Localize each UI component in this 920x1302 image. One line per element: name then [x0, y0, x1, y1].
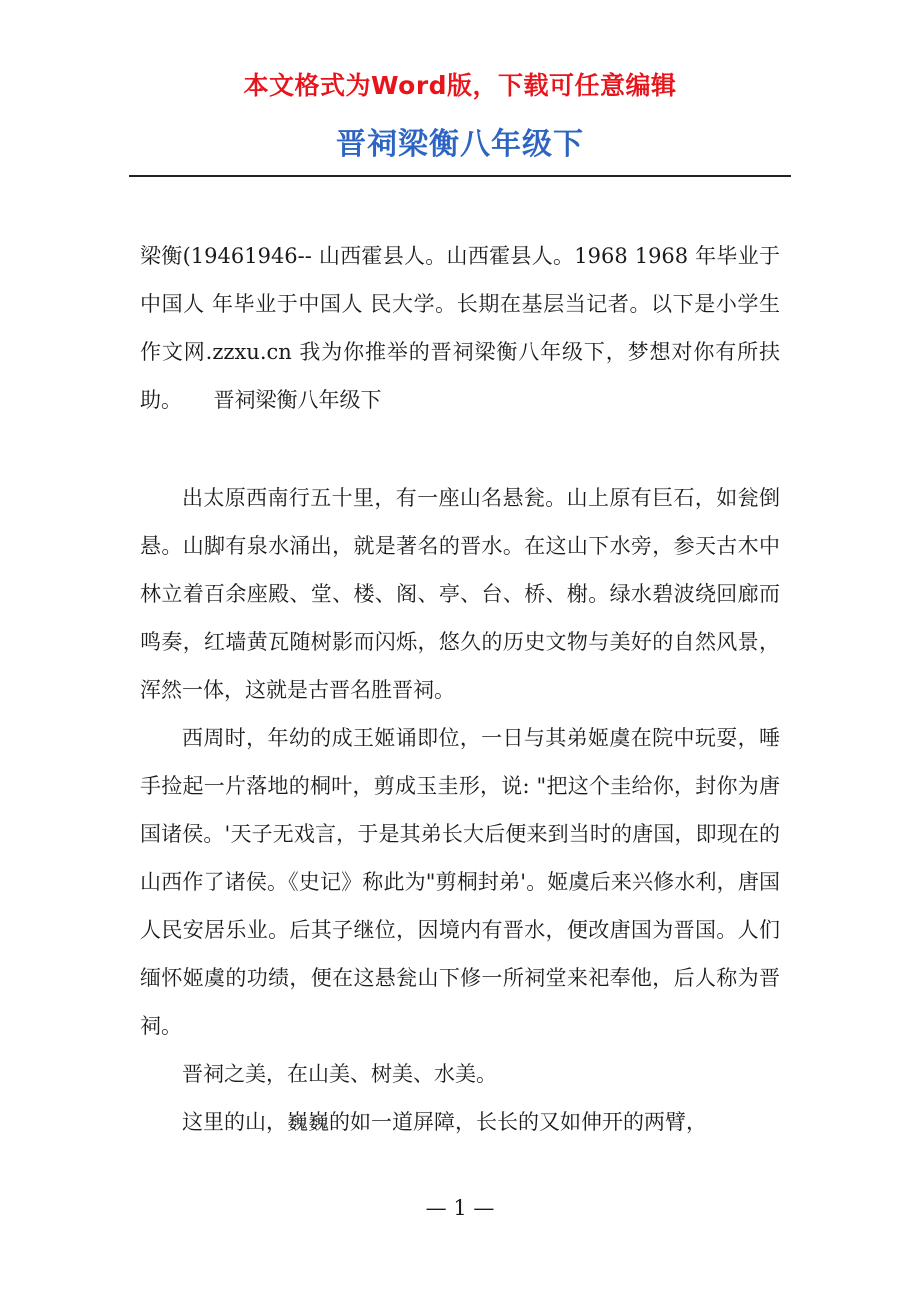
body-paragraph: 西周时，年幼的成王姬诵即位，一日与其弟姬虞在院中玩耍，唾手捡起一片落地的桐叶，剪成玉圭形，说: "把这个圭给你，封你为唐国诸侯。'天子无戏言，于是其弟长大后便来到当时的唐国，即现在的山西作了诸侯。《史记》称此为"剪桐封弟'。姬虞后来兴修水利，唐国人民安居乐业。后其子继位，因境内有晋水，便改唐国为晋国。人们缅怀姬虞的功绩，便在这悬瓮山下修一所祠堂来祀奉他，后人称为晋祠。	[140, 726, 780, 1038]
document-body	[140, 232, 780, 1146]
intro-paragraph: 梁衡(19461946-- 山西霍县人。山西霍县人。1968 1968 年毕业于中国人 年毕业于中国人 民大学。长期在基层当记者。以下是小学生作文网.zzxu.cn 我为你推举的晋祠梁衡八年级下，梦想对你有所扶助。 晋祠梁衡八年级下	[140, 244, 780, 412]
document-title: 晋祠梁衡八年级下	[336, 127, 584, 162]
format-notice: 本文格式为Word版，下载可任意编辑	[243, 71, 677, 100]
body-paragraph: 晋祠之美，在山美、树美、水美。	[182, 1062, 497, 1086]
title-divider	[129, 175, 791, 177]
body-paragraph: 这里的山，巍巍的如一道屏障，长长的又如伸开的两臂，	[182, 1110, 707, 1134]
page-number: — 1 —	[425, 1196, 495, 1220]
body-paragraph: 出太原西南行五十里，有一座山名悬瓮。山上原有巨石，如瓮倒悬。山脚有泉水涌出，就是著名的晋水。在这山下水旁，参天古木中林立着百余座殿、堂、楼、阁、亭、台、桥、榭。绿水碧波绕回廊而鸣奏，红墙黄瓦随树影而闪烁，悠久的历史文物与美好的自然风景，浑然一体，这就是古晋名胜晋祠。	[140, 486, 780, 702]
